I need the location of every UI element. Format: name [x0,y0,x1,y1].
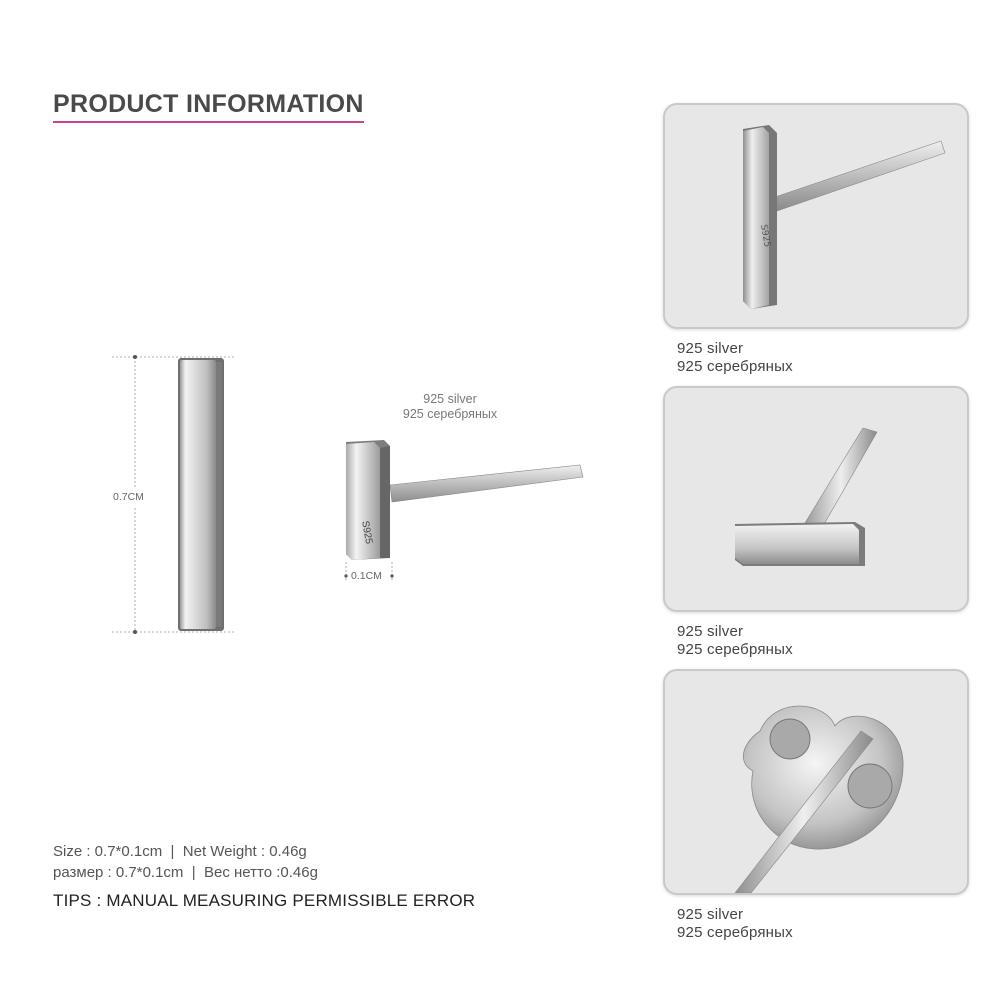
material-line1: 925 silver [423,392,477,406]
gallery-card-1 [663,103,969,329]
gallery-caption-1 [677,340,793,376]
earring-flat-view-icon [665,388,967,610]
page-title: PRODUCT INFORMATION [53,90,364,123]
caption-1-line2: 925 серебряных [677,358,793,375]
spec-line-ru: размер : 0.7*0.1cm | Вес нетто :0.46g [53,864,318,881]
gallery-caption-3 [677,906,793,942]
width-label: 0.1CM [351,570,382,582]
spec-line-en: Size : 0.7*0.1cm | Net Weight : 0.46g [53,843,307,860]
caption-2-line2: 925 серебряных [677,641,793,658]
gallery-card-3 [663,669,969,895]
earring-side-view-icon [665,105,967,327]
material-annotation [380,392,520,422]
side-view-diagram [330,430,600,590]
gallery-caption-2 [677,623,793,659]
svg-text:S925: S925 [758,223,772,249]
earring-back-view-icon [665,671,967,893]
gallery-card-2 [663,386,969,612]
height-label: 0.7CM [113,491,144,503]
stamp-text: S925 [359,520,375,545]
caption-2-line1: 925 silver [677,623,744,640]
tips-text: TIPS : MANUAL MEASURING PERMISSIBLE ERROR [53,891,476,910]
caption-3-line1: 925 silver [677,906,744,923]
caption-3-line2: 925 серебряных [677,924,793,941]
caption-1-line1: 925 silver [677,340,744,357]
material-line2: 925 серебряных [402,407,498,421]
